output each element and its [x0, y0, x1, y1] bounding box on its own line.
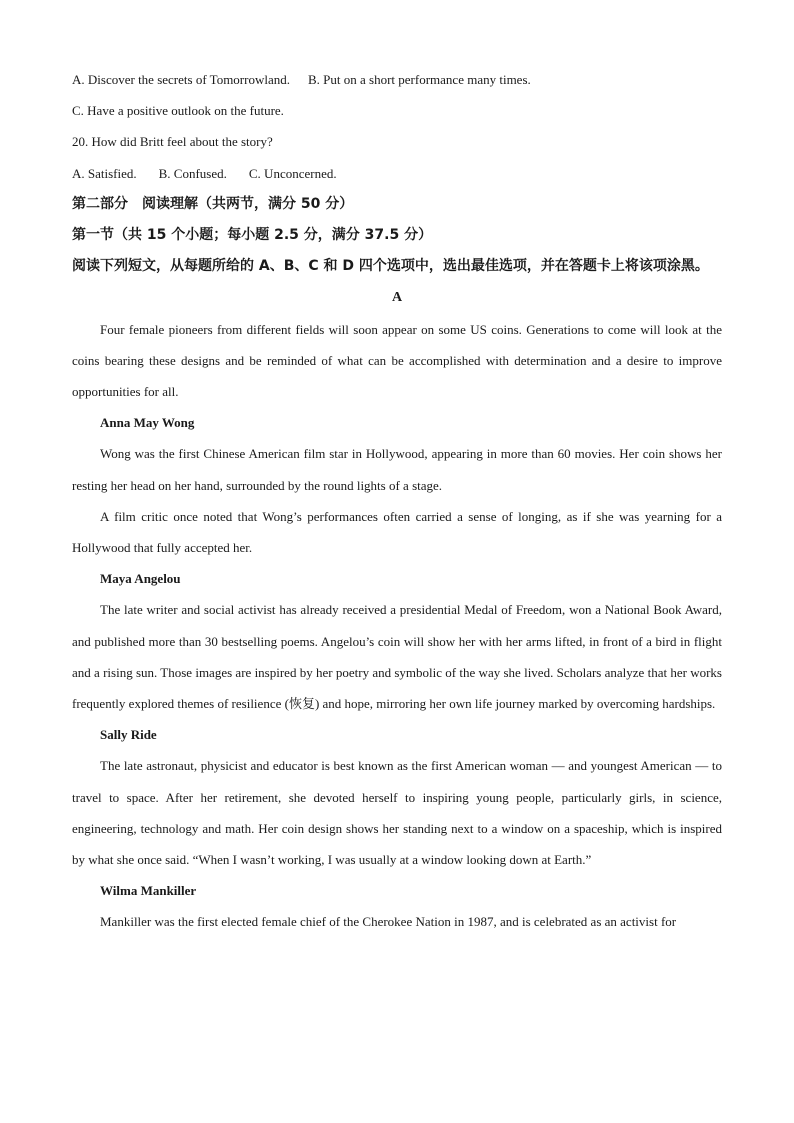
q19-option-c: C. Have a positive outlook on the future. — [72, 103, 284, 119]
q19-option-b: B. Put on a short performance many times. — [308, 72, 531, 87]
q19-option-a: A. Discover the secrets of Tomorrowland. — [72, 72, 290, 87]
wong-paragraph-1: Wong was the first Chinese American film star in Hollywood, appearing in more than 60 movies. Her coin shows her resting her head on her hand, surrounded by the round lights of a stage. — [72, 446, 722, 493]
q20-option-a: A. Satisfied. — [72, 165, 137, 181]
document-page — [72, 64, 722, 938]
passage-letter: A — [391, 290, 403, 306]
q19-option-a-b-row — [72, 64, 722, 95]
section-title-mankiller: Wilma Mankiller — [100, 883, 197, 899]
section1-heading: 第一节（共 15 个小题；每小题 2.5 分，满分 37.5 分） — [72, 227, 433, 244]
wong-paragraph-2: A film critic once noted that Wong’s performances often carried a sense of longing, as if she was yearning for a Hollywood that fully accepted her. — [72, 508, 722, 556]
q20-options-row — [72, 158, 722, 189]
section-title-ride: Sally Ride — [100, 727, 157, 743]
mankiller-paragraph-1: Mankiller was the first elected female chief of the Cherokee Nation in 1987, and is celebrated as an activist for — [100, 914, 677, 930]
ride-paragraph-1: The late astronaut, physicist and educator is best known as the first American woman — and youngest American — to travel to space. After her retirement, she devoted herself to inspiring young people, particularly girls, in science, engineering, technology and math. Her coin design shows her standing next to a window on a spaceship, which is inspired by what she once said. “When I wasn’t working, I was usually at a window looking down at Earth.” — [72, 758, 722, 868]
part2-heading: 第二部分 阅读理解（共两节，满分 50 分） — [72, 195, 354, 212]
section-title-wong: Anna May Wong — [100, 415, 195, 431]
q20-question: 20. How did Britt feel about the story? — [72, 134, 273, 150]
q20-option-c: C. Unconcerned. — [248, 165, 337, 181]
q20-option-b: B. Confused. — [158, 165, 227, 181]
angelou-paragraph-1: The late writer and social activist has already received a presidential Medal of Freedom, won a National Book Award, and published more than 30 bestselling poems. Angelou’s coin will show her with her arms lifted, in front of a bird in flight and a rising sun. Those images are inspired by her poetry and symbolic of the way she lived. Scholars analyze that her works frequently explored themes of resilience (恢复) and hope, mirroring her own life journey marked by overcoming hardships. — [72, 602, 722, 712]
passage-intro: Four female pioneers from different fields will soon appear on some US coins. Generations to come will look at the coins bearing these designs and be reminded of what can be accomplished with determination and a desire to improve opportunities for all. — [72, 321, 722, 400]
section-title-angelou: Maya Angelou — [100, 571, 181, 587]
reading-instruction: 阅读下列短文，从每题所给的 A、B、C 和 D 四个选项中，选出最佳选项，并在答题卡上将该项涂黑。 — [72, 258, 709, 275]
